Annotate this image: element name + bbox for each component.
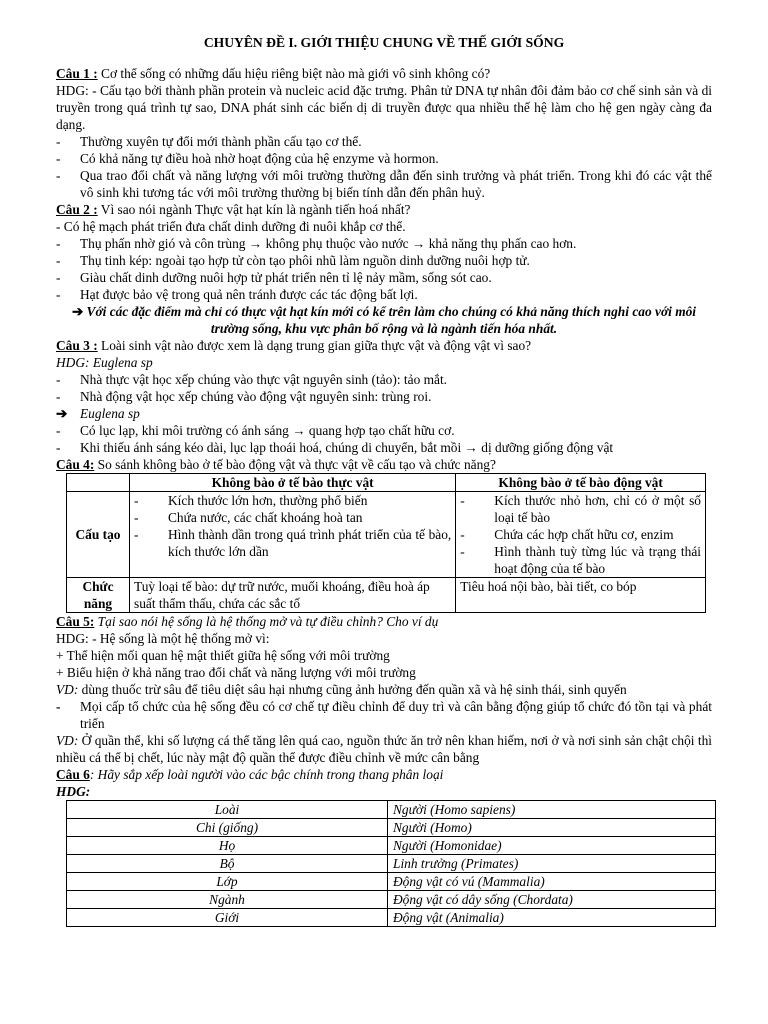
dash-bullet: -	[56, 134, 61, 149]
question-3-arrow-line: ➔ Euglena sp	[56, 406, 140, 421]
question-5-example: VD: dùng thuốc trừ sâu để tiêu diệt sâu hại nhưng cũng ảnh hưởng đến quần xã và hệ sinh thái, sinh quyển	[56, 682, 627, 697]
question-2-intro: - Có hệ mạch phát triển đưa chất dinh dưỡng đi nuôi khắp cơ thể.	[56, 219, 406, 234]
dash-bullet: -	[460, 493, 465, 508]
table-row: Ngành Động vật có dây sống (Chordata)	[67, 891, 716, 909]
dash-bullet: -	[460, 527, 465, 542]
dash-bullet: -	[56, 168, 61, 183]
question-5-label: Câu 5:	[56, 614, 95, 629]
question-3-point: - Nhà động vật học xếp chúng vào động vật nguyên sinh: trùng roi.	[56, 389, 432, 404]
dash-bullet: -	[56, 423, 61, 438]
row-label-structure: Cấu tạo	[67, 492, 130, 578]
table-row: Bộ Linh trưởng (Primates)	[67, 855, 716, 873]
table-header-cell	[67, 474, 130, 492]
dash-bullet: -	[56, 236, 61, 251]
dash-bullet: -	[56, 372, 61, 387]
vacuole-comparison-table	[66, 473, 706, 613]
question-1	[56, 65, 712, 82]
animal-function-cell: Tiêu hoá nội bào, bài tiết, co bóp	[456, 578, 706, 613]
dash-bullet: -	[134, 510, 139, 525]
plant-function-cell: Tuỳ loại tế bào: dự trữ nước, muối khoáng, điều hoà áp suất thẩm thấu, chứa các sắc tố	[130, 578, 456, 613]
dash-bullet: -	[56, 270, 61, 285]
table-row	[67, 492, 706, 578]
question-3-text: Loài sinh vật nào được xem là dạng trung gian giữa thực vật và động vật vì sao?	[97, 338, 532, 353]
question-5-line: + Thể hiện mối quan hệ mật thiết giữa hệ sống với môi trường	[56, 648, 390, 663]
question-1-point: - Thường xuyên tự đổi mới thành phần cấu tạo cơ thể.	[56, 134, 362, 149]
dash-bullet: -	[56, 699, 61, 714]
question-3	[56, 337, 712, 354]
question-3-point: - Khi thiếu ánh sáng kéo dài, lục lạp thoái hoá, chúng di chuyển, bắt mồi → dị dưỡng giống động vật	[56, 440, 614, 455]
question-6	[56, 766, 712, 783]
question-2-text: Vì sao nói ngành Thực vật hạt kín là ngành tiến hoá nhất?	[97, 202, 411, 217]
question-3-label: Câu 3 :	[56, 338, 98, 353]
question-1-point: - Qua trao đổi chất và năng lượng với môi trường thường dẫn đến sinh trưởng và phát triển. Trong khi đó các vật thể vô sinh khi tương tác với môi trường thường bị biến tính dẫn đến phân huỷ.	[56, 168, 712, 200]
question-1-point: - Có khả năng tự điều hoà nhờ hoạt động của hệ enzyme và hormon.	[56, 151, 439, 166]
dash-bullet: -	[56, 389, 61, 404]
table-row: Loài Người (Homo sapiens)	[67, 801, 716, 819]
question-1-text: Cơ thể sống có những dấu hiệu riêng biệt nào mà giới vô sinh không có?	[97, 66, 491, 81]
plant-structure-cell: - Kích thước lớn hơn, thường phổ biến - Chứa nước, các chất khoáng hoà tan - Hình thành dần trong quá trình phát triển của tế bào, kích thước lớn dần	[130, 492, 456, 578]
question-2-point: - Hạt được bảo vệ trong quả nên tránh được các tác động bất lợi.	[56, 287, 418, 302]
table-row: Lớp Động vật có vú (Mammalia)	[67, 873, 716, 891]
dash-bullet: -	[56, 151, 61, 166]
table-row	[67, 578, 706, 613]
table-header-cell: Không bào ở tế bào động vật	[456, 474, 706, 492]
dash-bullet: -	[56, 253, 61, 268]
question-2-conclusion: ➔ Với các đặc điểm mà chỉ có thực vật hạt kín mới có kể trên làm cho chúng có khả năng thích nghi cao với môi trường sống, khu vực phân bố rộng và là ngành tiến hóa nhất.	[71, 304, 697, 336]
question-1-label: Câu 1 :	[56, 66, 98, 81]
question-5-text: Tại sao nói hệ sống là hệ thống mở và tự điều chỉnh? Cho ví dụ	[94, 614, 439, 629]
question-5-point: - Mọi cấp tổ chức của hệ sống đều có cơ chế tự điều chỉnh để duy trì và cân bằng động giúp tổ chức đó tồn tại và phát triển	[56, 699, 712, 731]
table-header-row	[67, 474, 706, 492]
question-4-label: Câu 4:	[56, 457, 95, 472]
question-6-answer-label: HDG:	[56, 784, 91, 799]
question-3-answer: HDG: Euglena sp	[56, 355, 153, 370]
question-6-label: Câu 6	[56, 767, 90, 782]
row-label-function: Chức năng	[67, 578, 130, 613]
question-5-line: + Biểu hiện ở khả năng trao đổi chất và năng lượng với môi trường	[56, 665, 416, 680]
taxonomy-table	[66, 800, 716, 927]
dash-bullet: -	[134, 493, 139, 508]
question-2-point: - Thụ tinh kép: ngoài tạo hợp tử còn tạo phôi nhũ làm nguồn dinh dưỡng nuôi hợp tử.	[56, 253, 530, 268]
question-2-point: - Thụ phấn nhờ gió và côn trùng → không phụ thuộc vào nước → khả năng thụ phấn cao hơn.	[56, 236, 577, 251]
question-2-point: - Giàu chất dinh dưỡng nuôi hợp tử phát triển nên tỉ lệ nảy mầm, sống sót cao.	[56, 270, 492, 285]
right-arrow-icon: ➔	[56, 406, 68, 421]
dash-bullet: -	[56, 440, 61, 455]
dash-bullet: -	[460, 544, 465, 559]
question-3-point: - Nhà thực vật học xếp chúng vào thực vật nguyên sinh (tảo): tảo mắt.	[56, 372, 448, 387]
question-2	[56, 201, 712, 218]
question-4-text: So sánh không bào ở tế bào động vật và thực vật về cấu tạo và chức năng?	[94, 457, 496, 472]
question-2-label: Câu 2 :	[56, 202, 98, 217]
question-3-point: - Có lục lạp, khi môi trường có ánh sáng → quang hợp tạo chất hữu cơ.	[56, 423, 455, 438]
right-arrow-icon: ➔	[71, 304, 84, 319]
table-row: Họ Người (Homonidae)	[67, 837, 716, 855]
animal-structure-cell: - Kích thước nhỏ hơn, chỉ có ở một số loại tế bào - Chứa các hợp chất hữu cơ, enzim - Hình thành tuỳ từng lúc và trạng thái hoạt động của tế bào	[456, 492, 706, 578]
document-title: CHUYÊN ĐỀ I. GIỚI THIỆU CHUNG VỀ THẾ GIỚI SỐNG	[203, 35, 565, 50]
dash-bullet: -	[134, 527, 139, 542]
dash-bullet: -	[56, 287, 61, 302]
table-row: Chi (giống) Người (Homo)	[67, 819, 716, 837]
question-4	[56, 456, 712, 473]
question-6-text: : Hãy sắp xếp loài người vào các bậc chính trong thang phân loại	[89, 767, 444, 782]
question-5	[56, 613, 712, 630]
table-row: Giới Động vật (Animalia)	[67, 909, 716, 927]
table-header-cell: Không bào ở tế bào thực vật	[130, 474, 456, 492]
question-1-answer: HDG: - Cấu tạo bởi thành phần protein và nucleic acid đặc trưng. Phân tử DNA tự nhân đôi đảm bảo cơ chế sinh sản và di truyền trong quá trình tự sao, DNA phát sinh các biến dị di truyền được qua nhiều thế hệ làm cho hệ gen ngày càng đa dạng.	[56, 83, 712, 132]
question-5-example: VD: Ở quần thể, khi số lượng cá thể tăng lên quá cao, nguồn thức ăn trở nên khan hiếm, nơi ở và nơi sinh sản chật chội thì nhiều cá thể bị chết, lúc này mật độ quần thể được điều chỉnh về mức cân bằng	[56, 733, 712, 765]
question-5-line: HDG: - Hệ sống là một hệ thống mở vì:	[56, 631, 270, 646]
